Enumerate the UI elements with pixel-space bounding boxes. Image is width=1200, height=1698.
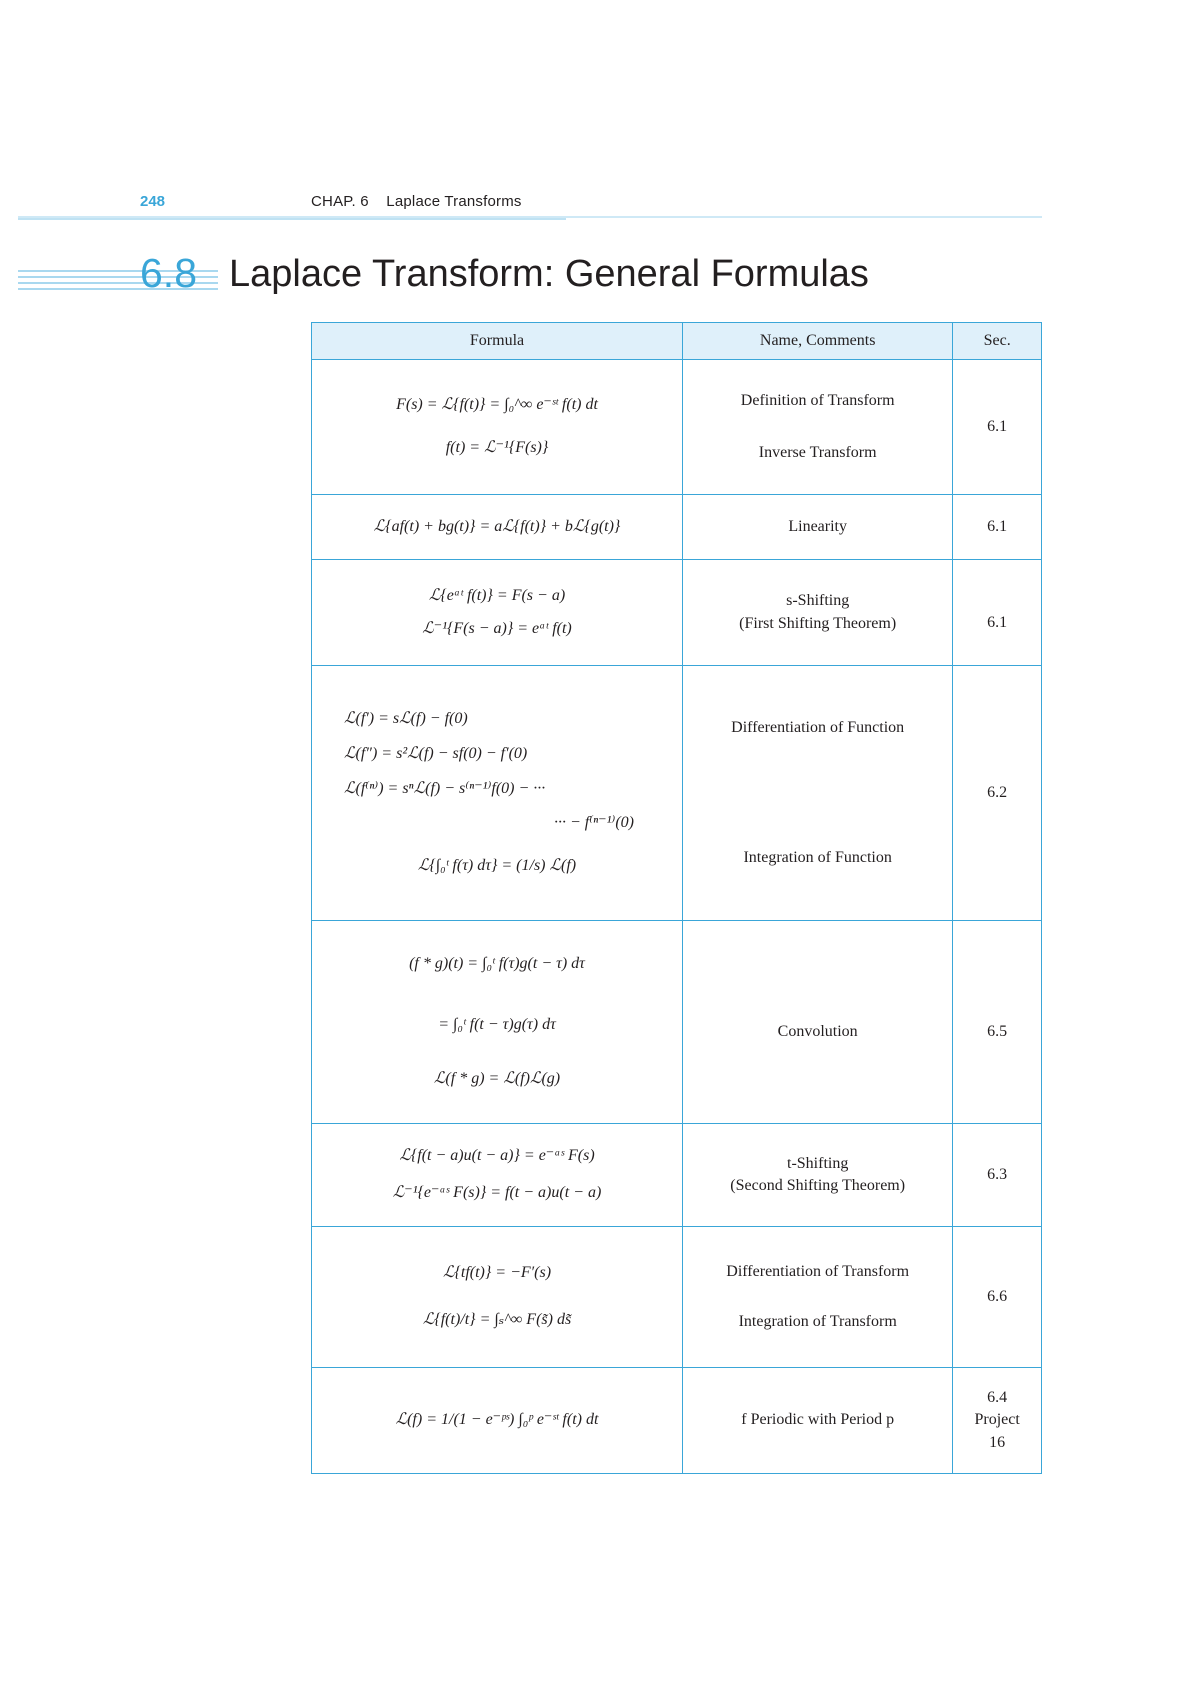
formula-name: (First Shifting Theorem) [739,614,897,632]
formula: f(t) = ℒ⁻¹{F(s)} [445,439,549,456]
section-ref: Project [974,1411,1020,1429]
formula: ℒ⁻¹{e⁻ᵃˢ F(s)} = f(t − a)u(t − a) [392,1184,602,1201]
section-ref-cell [953,666,1042,921]
formula: = ∫₀ᵗ f(t − τ)g(τ) dτ [438,1015,556,1033]
chapter-label: CHAP. 6 Laplace Transforms [311,193,522,210]
formula: ℒ(f * g) = ℒ(f)ℒ(g) [433,1070,561,1088]
table-row [312,1368,1042,1474]
formula: ℒ(f) = 1/(1 − e⁻ᵖˢ) ∫₀ᵖ e⁻ˢᵗ f(t) dt [395,1411,599,1429]
formula: ℒ{tf(t)} = −F′(s) [442,1264,552,1282]
header-rule-accent [18,218,566,220]
header-sec: Sec. [953,323,1042,360]
formula: ··· − f⁽ⁿ⁻¹⁾(0) [553,814,635,832]
name-cell [683,1368,953,1474]
section-ref-cell [953,560,1042,666]
name-cell [683,360,953,495]
formulas-table [311,322,1042,1474]
section-ref: 6.1 [987,517,1008,535]
formula-cell [312,560,683,666]
formula-cell [312,921,683,1124]
formula-name: Differentiation of Transform [726,1262,910,1280]
section-ref: 6.3 [987,1165,1008,1183]
section-ref: 6.4 [987,1388,1008,1406]
formula-name: f Periodic with Period p [741,1411,895,1429]
formula-name: Linearity [788,517,847,535]
section-heading [0,250,1200,306]
table-row [312,1124,1042,1227]
header-name-comments: Name, Comments [683,323,953,360]
formula: ℒ(f′) = sℒ(f) − f(0) [344,710,468,727]
name-cell [683,666,953,921]
formula: ℒ{eᵃᵗ f(t)} = F(s − a) [428,586,566,604]
formula: ℒ{∫₀ᵗ f(τ) dτ} = (1/s) ℒ(f) [417,857,577,875]
table-row [312,921,1042,1124]
formula: F(s) = ℒ{f(t)} = ∫₀^∞ e⁻ˢᵗ f(t) dt [396,396,598,414]
formula-name: Integration of Transform [738,1313,897,1330]
formula: ℒ(f⁽ⁿ⁾) = sⁿℒ(f) − s⁽ⁿ⁻¹⁾f(0) − ··· [344,779,546,797]
table-row [312,666,1042,921]
section-ref-cell [953,1124,1042,1227]
section-title: Laplace Transform: General Formulas [229,253,869,295]
table-header-row [312,323,1042,360]
formula: ℒ{f(t − a)u(t − a)} = e⁻ᵃˢ F(s) [399,1147,595,1165]
formula: ℒ{af(t) + bg(t)} = aℒ{f(t)} + bℒ{g(t)} [373,517,621,535]
table-row [312,495,1042,560]
formula-name: Differentiation of Function [731,718,905,736]
formula-cell [312,1368,683,1474]
formula-name: Inverse Transform [758,444,877,461]
section-ref: 6.1 [987,614,1008,632]
name-cell [683,921,953,1124]
name-cell [683,560,953,666]
section-ref-cell [953,495,1042,560]
section-ref-cell [953,1368,1042,1474]
table-row [312,560,1042,666]
running-head [0,193,1200,217]
formula-cell [312,360,683,495]
section-ref: 16 [989,1433,1006,1451]
formula-cell [312,495,683,560]
formula: (f * g)(t) = ∫₀ᵗ f(τ)g(t − τ) dτ [409,954,585,972]
section-ref: 6.1 [987,417,1008,435]
name-cell [683,495,953,560]
table-row [312,360,1042,495]
formula-name: Definition of Transform [740,391,895,409]
section-ref: 6.2 [987,783,1008,801]
formula-cell [312,1124,683,1227]
section-ref-cell [953,1227,1042,1368]
section-ref-cell [953,360,1042,495]
name-cell [683,1124,953,1227]
formula-name: Integration of Function [743,849,892,866]
formula-cell [312,666,683,921]
section-number: 6.8 [140,250,197,296]
name-cell [683,1227,953,1368]
section-ref: 6.6 [987,1287,1008,1305]
section-ref: 6.5 [987,1022,1008,1040]
formula: ℒ⁻¹{F(s − a)} = eᵃᵗ f(t) [422,619,572,637]
formula-name: s-Shifting [786,592,850,610]
formula-cell [312,1227,683,1368]
formula-name: Convolution [777,1022,858,1040]
formula-name: (Second Shifting Theorem) [730,1177,906,1194]
section-ref-cell [953,921,1042,1124]
table-row [312,1227,1042,1368]
formula-name: t-Shifting [787,1154,849,1172]
formula: ℒ(f″) = s²ℒ(f) − sf(0) − f′(0) [344,744,528,762]
formula: ℒ{f(t)/t} = ∫ₛ^∞ F(s̃) ds̃ [422,1311,572,1328]
header-formula: Formula [312,323,683,360]
page-number: 248 [140,193,166,210]
